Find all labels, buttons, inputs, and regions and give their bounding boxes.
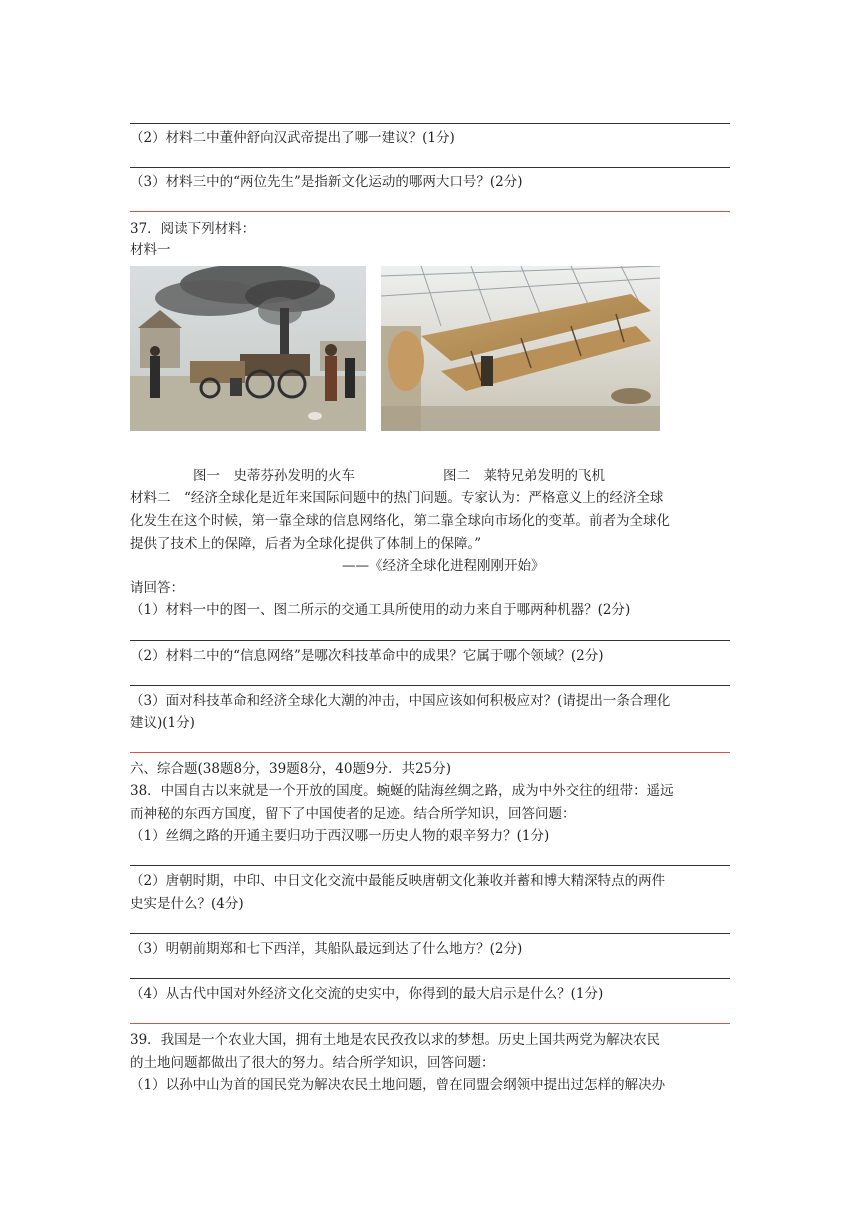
question-38-intro: 而神秘的东西方国度，留下了中国使者的足迹。结合所学知识，回答问题：: [130, 806, 576, 822]
airplane-photo: [381, 266, 660, 431]
answer-line: [130, 865, 730, 866]
question-38-1: （1）丝绸之路的开通主要归功于西汉哪一历史人物的艰辛努力？(1分): [130, 828, 550, 844]
material-2-text: 材料二 “经济全球化是近年来国际问题中的热门问题。专家认为：严格意义上的经济全球: [130, 490, 664, 506]
section-divider: [130, 211, 730, 212]
section-divider: [130, 752, 730, 753]
question-37-intro: 37．阅读下列材料：: [130, 221, 256, 237]
question-38-intro: 38．中国自古以来就是一个开放的国度。蜿蜒的陆海丝绸之路，成为中外交往的纽带：遥远: [130, 783, 674, 799]
material-1-label: 材料一: [130, 242, 171, 258]
question-37-1: （1）材料一中的图一、图二所示的交通工具所使用的动力来自于哪两种机器？(2分): [130, 602, 631, 618]
section-divider: [130, 1023, 730, 1024]
question-37-3-cont: 建议)(1分): [130, 715, 195, 731]
question-36-2: （2）材料二中董仲舒向汉武帝提出了哪一建议？(1分): [130, 130, 455, 146]
question-38-2: （2）唐朝时期，中印、中日文化交流中最能反映唐朝文化兼收并蓄和博大精深特点的两件: [130, 873, 666, 889]
figure-2-caption: 图二 莱特兄弟发明的飞机: [443, 468, 605, 484]
locomotive-illustration: [130, 266, 366, 431]
question-37-3: （3）面对科技革命和经济全球化大潮的冲击，中国应该如何积极应对？(请提出一条合理化: [130, 693, 671, 709]
question-38-3: （3）明朝前期郑和七下西洋，其船队最远到达了什么地方？(2分): [130, 941, 523, 957]
answer-line: [130, 640, 730, 641]
material-2-source: ——《经济全球化进程刚刚开始》: [342, 558, 545, 574]
answer-line: [130, 685, 730, 686]
answer-line: [130, 978, 730, 979]
answer-line: [130, 167, 730, 168]
question-39-intro: 的土地问题都做出了很大的努力。结合所学知识，回答问题：: [130, 1055, 495, 1071]
question-37-2: （2）材料二中的“信息网络”是哪次科技革命中的成果？它属于哪个领域？(2分): [130, 648, 604, 664]
please-answer: 请回答：: [130, 580, 184, 596]
material-2-text: 提供了技术上的保障，后者为全球化提供了体制上的保障。”: [130, 536, 482, 552]
figure-1-caption: 图一 史蒂芬孙发明的火车: [193, 468, 355, 484]
answer-line: [130, 123, 730, 124]
question-38-2-cont: 史实是什么？(4分): [130, 896, 244, 912]
section-6-title: 六、综合题(38题8分，39题8分，40题9分．共25分): [130, 761, 452, 777]
question-36-3: （3）材料三中的“两位先生”是指新文化运动的哪两大口号？(2分): [130, 174, 523, 190]
question-38-4: （4）从古代中国对外经济文化交流的史实中，你得到的最大启示是什么？(1分): [130, 986, 604, 1002]
question-39-1: （1）以孙中山为首的国民党为解决农民土地问题，曾在同盟会纲领中提出过怎样的解决办: [130, 1077, 666, 1093]
material-2-text: 化发生在这个时候，第一靠全球的信息网络化，第二靠全球向市场化的变革。前者为全球化: [130, 513, 670, 529]
question-39-intro: 39．我国是一个农业大国，拥有土地是农民孜孜以求的梦想。历史上国共两党为解决农民: [130, 1032, 661, 1048]
answer-line: [130, 933, 730, 934]
